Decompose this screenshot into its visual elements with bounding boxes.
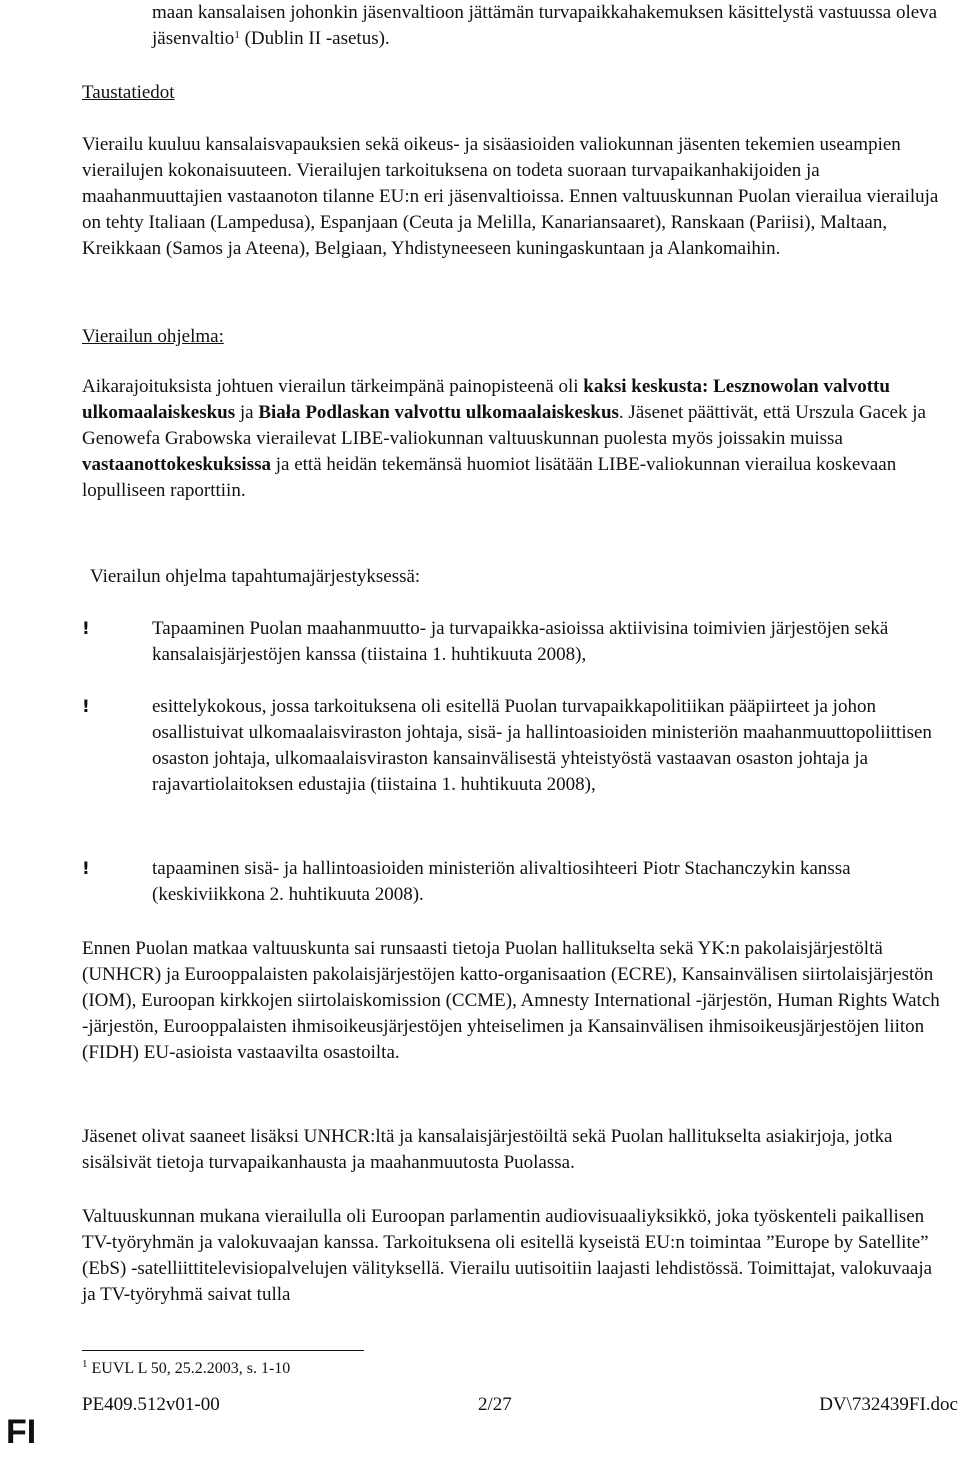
list-item-text: esittelykokous, jossa tarkoituksena oli esitellä Puolan turvapaikkapolitiikan pääpiirteet ja johon osallistuivat ulkomaalaisviraston johtaja, sisä- ja hallintoasioiden ministeriön maahanmuuttopoliittisen osaston johtaja, ulkomaalaisviraston kansainvälisestä yhteistyöstä vastaavan osaston johtaja ja rajavartiolaitoksen edustajia (tiistaina 1. huhtikuuta 2008), — [152, 696, 932, 795]
list-item-text: Tapaaminen Puolan maahanmuutto- ja turvapaikka-asioissa aktiivisina toimivien järjestöjen sekä kansalaisjärjestöjen kanssa (tiistaina 1. huhtikuuta 2008), — [152, 618, 889, 665]
list-item-text: tapaaminen sisä- ja hallintoasioiden ministeriön alivaltiosihteeri Piotr Stachanczykin kanssa (keskiviikkona 2. huhtikuuta 2008). — [152, 858, 851, 905]
documents-paragraph: Jäsenet olivat saaneet lisäksi UNHCR:ltä ja kansalaisjärjestöiltä sekä Puolan hallitukselta asiakirjoja, jotka sisälsivät tietoja turvapaikanhausta ja maahanmuutosta Puolassa. — [82, 1126, 893, 1173]
programme-heading: Vierailun ohjelma: — [82, 326, 224, 347]
background-paragraph: Vierailu kuuluu kansalaisvapauksien sekä oikeus- ja sisäasioiden valiokunnan jäsenten tekemien useampien vierailujen kokonaisuuteen. Vierailujen tarkoituksena on todeta suoraan turvapaikanhakijoiden ja maahanmuuttajien vastaanoton tilanne EU:n eri jäsenvaltioissa. Ennen valtuuskunnan Puolan vierailua vierailuja on tehty Italiaan (Lampedusa), Espanjaan (Ceuta ja Melilla, Kanariansaaret), Ranskaan (Pariisi), Maltaan, Kreikkaan (Samos ja Ateena), Belgiaan, Yhdistyneeseen kuningaskuntaan ja Alankomaihin. — [82, 134, 939, 259]
page-number: 2/27 — [478, 1394, 512, 1415]
bullet-icon: ! — [82, 859, 90, 879]
page-footer — [82, 1392, 958, 1418]
footnote: $^1$ EUVL L 50, 25.2.2003, s. 1-10 — [82, 1358, 291, 1377]
bullet-icon: ! — [82, 619, 90, 639]
language-code: FI — [6, 1413, 37, 1451]
bullet-icon: ! — [82, 697, 90, 717]
bold-centers: kaksi keskusta: Lesznowolan valvottu ulkomaalaiskeskus — [82, 376, 890, 423]
intro-text: maan kansalaisen johonkin jäsenvaltioon jättämän turvapaikkahakemuksen käsittelystä vastuussa oleva jäsenvaltio — [152, 2, 938, 49]
intro-text-end: (Dublin II -asetus). — [239, 28, 390, 49]
bold-reception: vastaanottokeskuksissa — [82, 454, 271, 475]
bold-center-2: Biała Podlaskan valvottu ulkomaalaiskeskus — [258, 402, 619, 423]
file-name: DV\732439FI.doc — [819, 1394, 958, 1415]
schedule-heading: Vierailun ohjelma tapahtumajärjestyksessä: — [90, 566, 421, 587]
programme-paragraph: Aikarajoituksista johtuen vierailun tärkeimpänä painopisteenä oli kaksi keskusta: Lesznowolan valvottu ulkomaalaiskeskus ja Biała Podlaskan valvottu ulkomaalaiskeskus. Jäsenet päättivät, että Urszula Gacek ja Genowefa Grabowska vierailevat LIBE-valiokunnan valtuuskunnan puolesta myös joissakin muissa vastaanottokeskuksissa ja että heidän tekemänsä huomiot lisätään LIBE-valiokunnan vierailua koskevaan lopulliseen raporttiin. — [82, 376, 926, 501]
footnote-ref: 1 — [234, 29, 240, 41]
doc-reference: PE409.512v01-00 — [82, 1394, 220, 1415]
info-paragraph: Ennen Puolan matkaa valtuuskunta sai runsaasti tietoja Puolan hallitukselta sekä YK:n pakolaisjärjestöltä (UNHCR) ja Eurooppalaisten pakolaisjärjestöjen katto-organisaation (ECRE), Kansainvälisen siirtolaisjärjestön (IOM), Euroopan kirkkojen siirtolaiskomission (CCME), Amnesty International -järjestön, Human Rights Watch -järjestön, Eurooppalaisten ihmisoikeusjärjestöjen yhteiselimen ja Kansainvälisen ihmisoikeusjärjestöjen liiton (FIDH) EU-asioista vastaavilta osastoilta. — [82, 938, 940, 1063]
media-paragraph: Valtuuskunnan mukana vierailulla oli Euroopan parlamentin audiovisuaaliyksikkö, joka työskenteli paikallisen TV-työryhmän ja valokuvaajan kanssa. Tarkoituksena oli esitellä kyseistä EU:n toimintaa ”Europe by Satellite” (EbS) -satelliittitelevisiopalvelujen välityksellä. Vierailu uutisoitiin laajasti lehdistössä. Toimittajat, valokuvaaja ja TV-työryhmä saivat tulla — [82, 1206, 933, 1305]
footnote-divider — [82, 1350, 364, 1351]
background-heading: Taustatiedot — [82, 82, 175, 103]
intro-paragraph — [152, 0, 942, 52]
